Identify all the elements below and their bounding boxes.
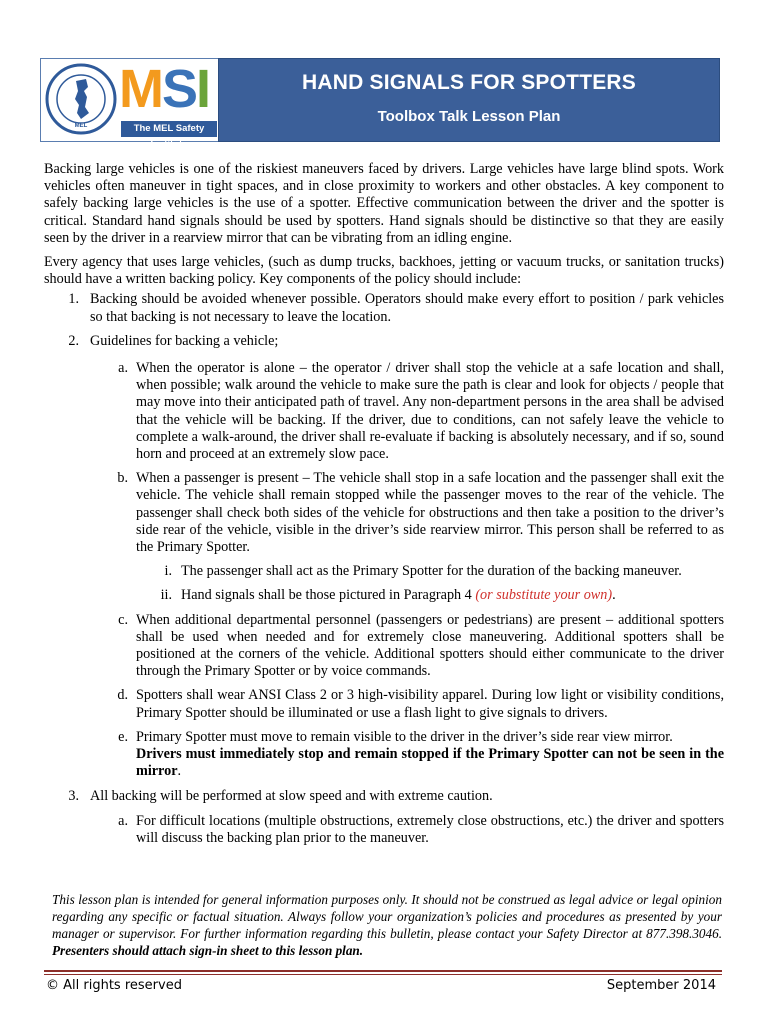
intro-paragraph: Backing large vehicles is one of the riskiest maneuvers faced by drivers. Large vehicles have large blind spots. Work vehicles often maneuver in tight spaces, and in close proximity to workers and other obstacles. A key component to safely backing large vehicles is the use of a spotter. Effective communication between the driver and the spotter is critical. Standard hand signals should be used by spotters. Hand signals should be distinctive so that they are easily seen by the driver in a rearview mirror that can be vibrating from an idling engine. xyxy=(44,161,724,246)
list-item: d. Spotters shall wear ANSI Class 2 or 3 high-visibility apparel. During low light or visibility conditions, Primary Spotter should be illuminated or use a flash light to give signals to drivers. xyxy=(117,687,724,721)
page-subtitle: Toolbox Talk Lesson Plan xyxy=(377,108,561,125)
list-item: 1. Backing should be avoided whenever possible. Operators should make every effort to position / park vehicles so that backing is not necessary to leave the location. xyxy=(68,291,724,325)
list-item: a. For difficult locations (multiple obstructions, extremely close obstructions, etc.) the driver and spotters will discuss the backing plan prior to the maneuver. xyxy=(118,812,724,846)
list-item: e. Primary Spotter must move to remain visible to the driver in the driver’s side rear view mirror. Drivers must immediately stop and remain stopped if the Primary Spotter can not be seen in the mirror. xyxy=(118,728,724,780)
substitute-note: (or substitute your own) xyxy=(475,587,613,604)
list-item: b. When a passenger is present – The vehicle shall stop in a safe location and the passenger shall exit the vehicle. The vehicle shall remain stopped while the passenger moves to the rear of the vehicle. The passenger shall check both sides of the vehicle for obstructions and then take a position to the driver’s side rear of the vehicle, visible in the driver’s side rearview mirror. This person shall be referred to as the Primary Spotter. xyxy=(117,470,724,556)
list-item: 2. Guidelines for backing a vehicle; xyxy=(68,332,279,349)
list-item: 3. All backing will be performed at slow speed and with extreme caution. xyxy=(68,787,493,804)
footer-date: September 2014 xyxy=(606,978,716,993)
mel-seal-icon xyxy=(45,63,117,135)
copyright: © All rights reserved xyxy=(46,978,182,993)
document-body xyxy=(44,161,724,854)
header xyxy=(40,58,718,150)
sign-in-note: Presenters should attach sign-in sheet to this lesson plan. xyxy=(52,943,364,958)
list-item: i. The passenger shall act as the Primary Spotter for the duration of the backing maneuver. xyxy=(164,563,682,580)
msi-logo xyxy=(40,58,220,150)
list-item: ii. Hand signals shall be those pictured in Paragraph 4 (or substitute your own). xyxy=(160,587,616,604)
title-banner xyxy=(218,58,720,142)
disclaimer: This lesson plan is intended for general information purposes only. It should not be construed as legal advice or legal opinion regarding any specific or factual situation. Always follow your organization’s policies and procedures as presented by your manager or supervisor. For further information regarding this bulletin, please contact your Safety Director at 877.398.3046. Presenters should attach sign-in sheet to this lesson plan. xyxy=(52,892,722,958)
footer-divider xyxy=(44,970,722,972)
page-title: HAND SIGNALS FOR SPOTTERS xyxy=(301,71,637,94)
svg-text:MEL: MEL xyxy=(74,123,88,129)
msi-wordmark: M S I xyxy=(119,59,210,119)
intro-paragraph: Every agency that uses large vehicles, (such as dump trucks, backhoes, jetting or vacuum trucks, or sanitation trucks) should have a written backing policy. Key components of the policy should include: xyxy=(44,254,724,288)
footer-divider xyxy=(44,974,722,975)
warning-text: Drivers must immediately stop and remain stopped if the Primary Spotter can not be seen in the mirror xyxy=(136,746,724,780)
list-item: a. When the operator is alone – the operator / driver shall stop the vehicle at a safe location and shall, when possible; walk around the vehicle to make sure the path is clear and look for objects / people that may move into their anticipated path of travel. Any non-department persons in the area shall be advised that the vehicle will be backing. If the driver, due to conditions, can not safely leave the vehicle to complete a walk-around, the driver shall re-evaluate if backing is absolutely necessary, and if so, sound horn and proceed at an extremely slow pace. xyxy=(118,360,724,463)
list-item: c. When additional departmental personnel (passengers or pedestrians) are present – additional spotters shall be used when needed and for extremely close maneuvering. Additional spotters shall be positioned at the corners of the vehicle. Additional spotters should either communicate to the driver through the Primary Spotter or by voice commands. xyxy=(118,611,724,680)
logo-subtitle: The MEL Safety Institute xyxy=(121,121,217,137)
